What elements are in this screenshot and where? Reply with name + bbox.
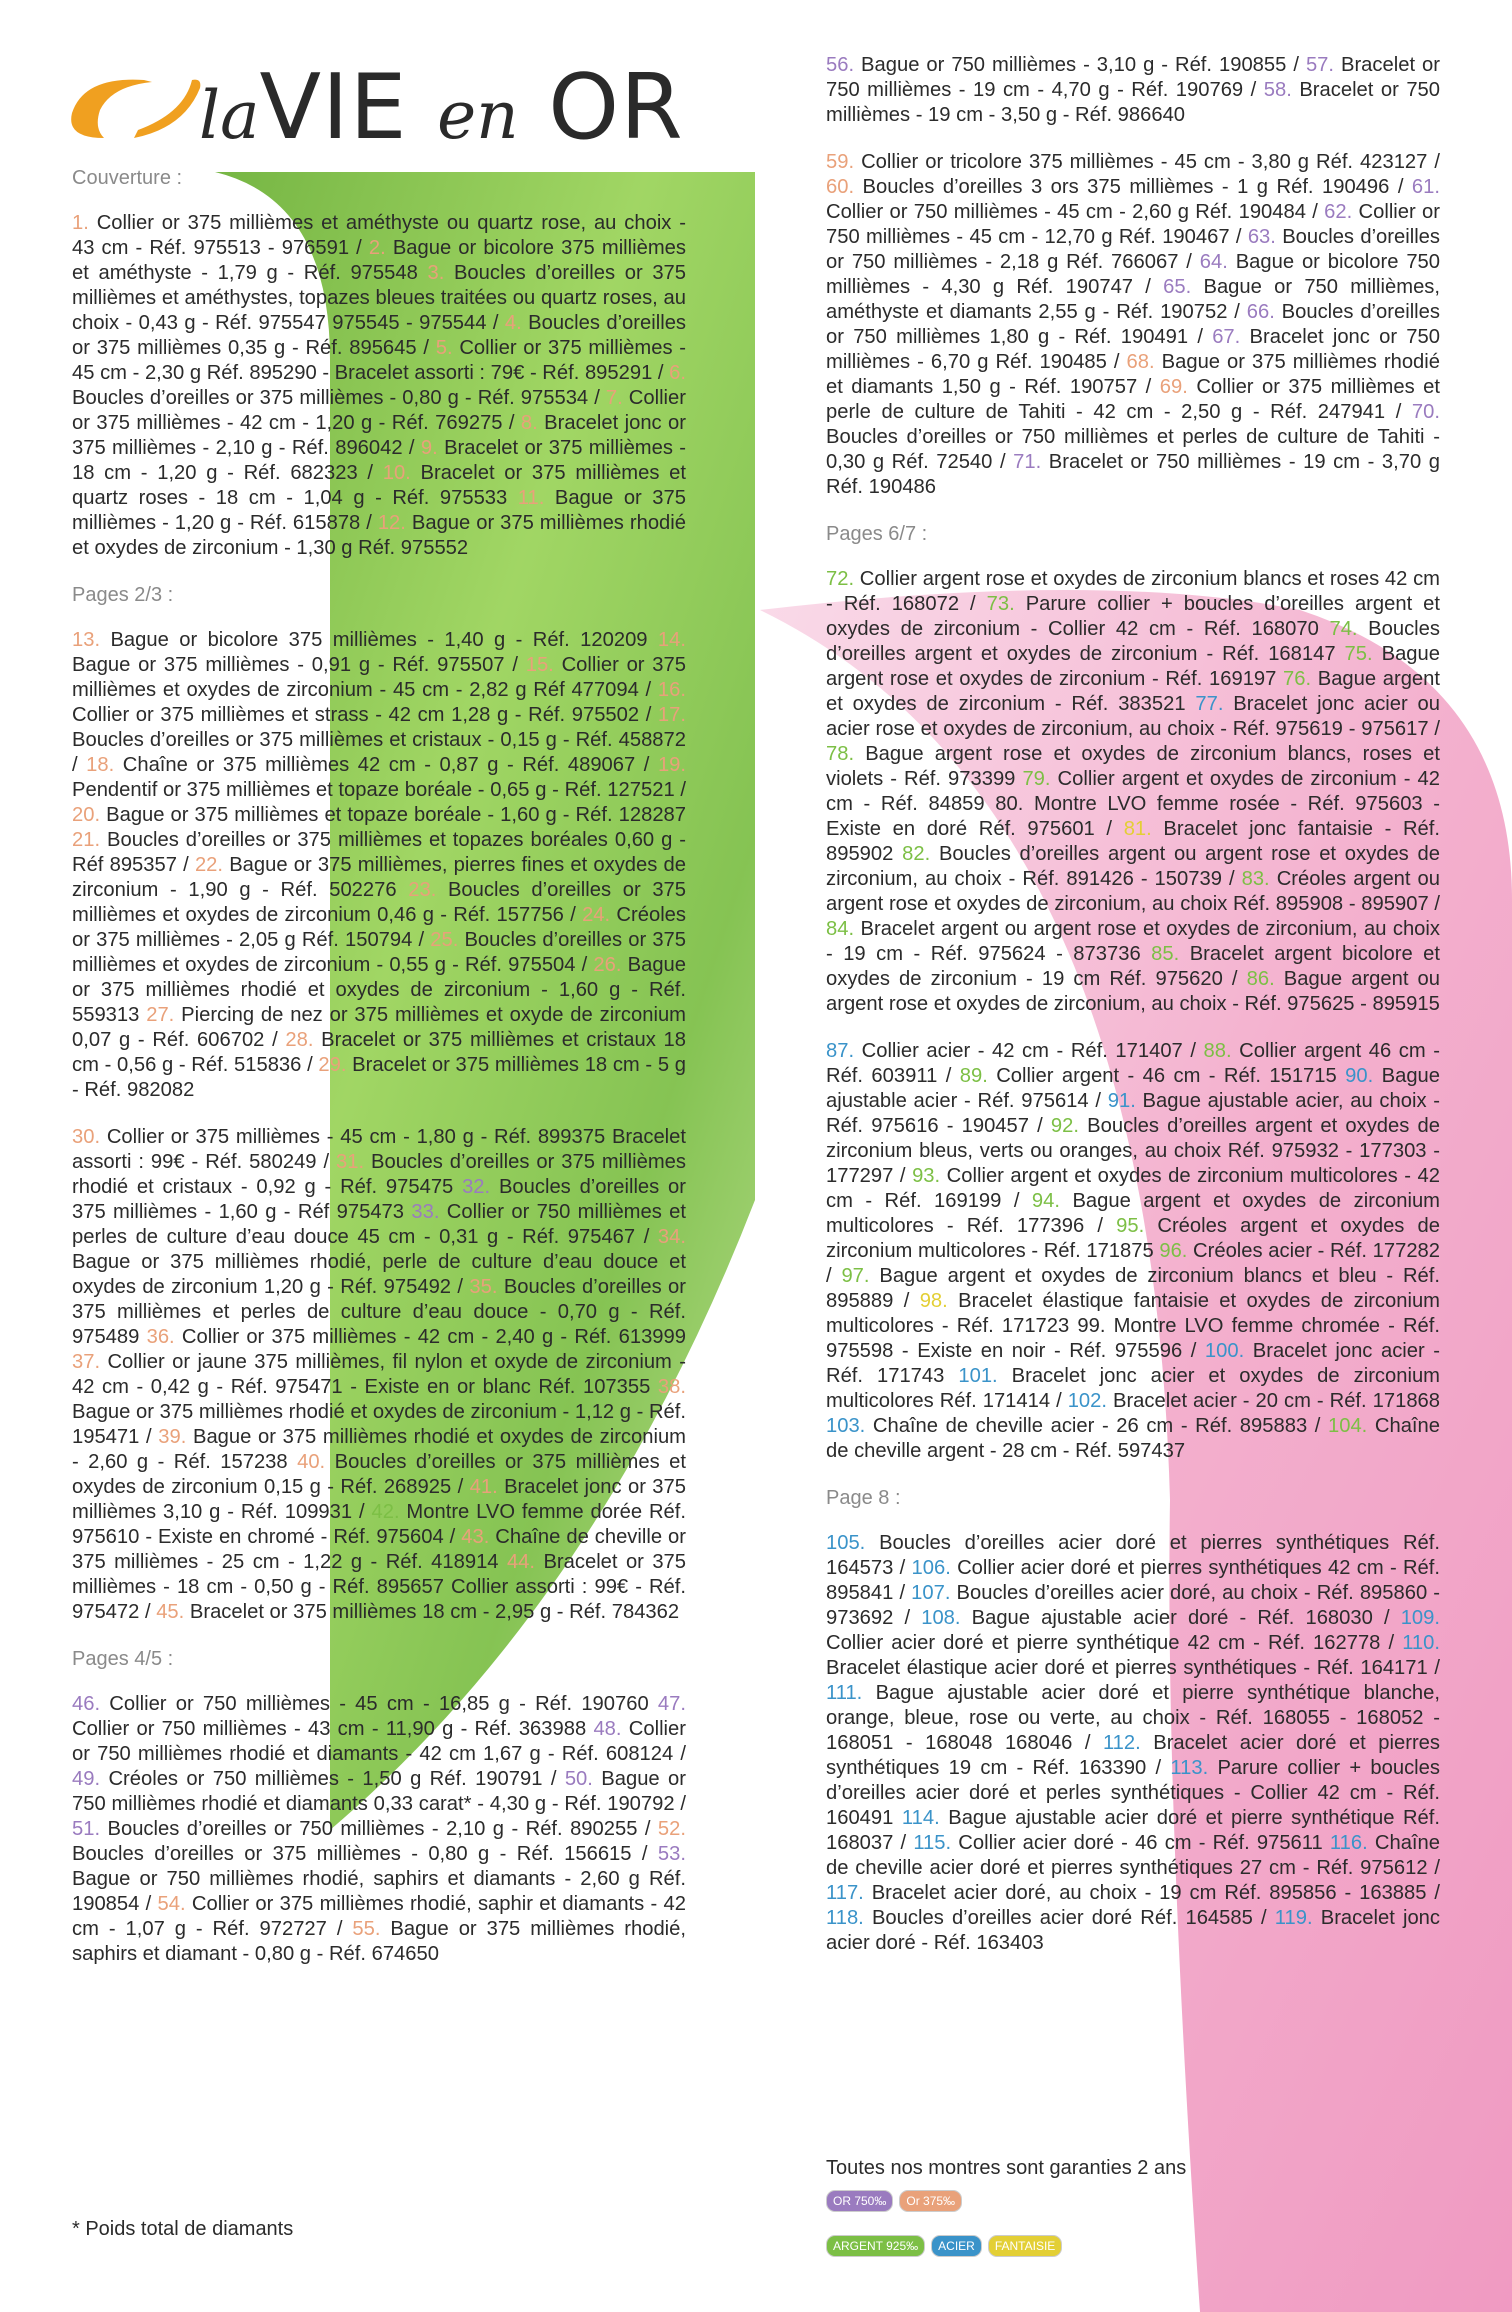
item-description: Boucles d’oreilles acier doré, au choix - Réf. 895860 - 973692 / <box>826 1582 1440 1629</box>
item-number: 66. <box>1246 301 1275 323</box>
item-number: 68. <box>1126 351 1155 373</box>
item-description: Collier argent 46 cm - Réf. 603911 / <box>826 1040 1440 1087</box>
item-description: Bague or 750 millièmes rhodié et diamants 0,33 carat* - 4,30 g - Réf. 190792 / <box>72 1768 686 1815</box>
product-list-paragraph <box>72 1125 686 1625</box>
legend-badge <box>826 2235 925 2257</box>
section-title: Couverture : <box>72 167 183 189</box>
left-column <box>72 166 686 1989</box>
item-description: Bague or 375 millièmes rhodié et oxydes de zirconium - 1,12 g - Réf. 195471 / <box>72 1401 686 1448</box>
legend-badge-label: OR 750‰ <box>833 2194 887 2208</box>
item-number: 25. <box>430 929 459 951</box>
item-description: Bague or 375 millièmes - 1,20 g - Réf. 615878 / <box>72 487 686 534</box>
item-number: 33. <box>411 1201 440 1223</box>
item-description: Bague or 750 millièmes rhodié, saphirs et diamants - 2,60 g Réf. 190854 / <box>72 1868 686 1915</box>
item-number: 101. <box>958 1365 998 1387</box>
item-description: Bague or 375 millièmes et topaze boréale - 1,60 g - Réf. 128287 <box>100 804 686 826</box>
item-number: 36. <box>146 1326 175 1348</box>
item-number: 18. <box>86 754 115 776</box>
item-number: 92. <box>1050 1115 1079 1137</box>
item-number: 45. <box>156 1601 185 1623</box>
item-number: 9. <box>420 437 438 459</box>
product-list-paragraph <box>72 1692 686 1967</box>
item-description: Bracelet or 375 millièmes 18 cm - 5 g - Réf. 982082 <box>72 1054 686 1101</box>
item-description: Bague or 375 millièmes rhodié et diamants 1,50 g - Réf. 190757 / <box>826 351 1440 398</box>
item-number: 4. <box>504 312 522 334</box>
item-description: Boucles d’oreilles acier doré Réf. 164585 / <box>863 1907 1275 1929</box>
item-description: Bracelet acier doré, au choix - 19 cm Réf. 895856 - 163885 / <box>863 1882 1440 1904</box>
item-description: Chaîne de cheville or 375 millièmes - 25 cm - 1,22 g - Réf. 418914 <box>72 1526 686 1573</box>
item-description: Collier acier - 42 cm - Réf. 171407 / <box>854 1040 1204 1062</box>
product-list-paragraph <box>826 567 1440 1017</box>
legend-badge <box>826 2190 893 2212</box>
item-number: 29. <box>318 1054 347 1076</box>
item-description: Bracelet or 750 millièmes - 19 cm - 3,70 g Réf. 190486 <box>826 451 1440 498</box>
item-description: Boucles d’oreilles argent et oxydes de zirconium bleus, verts ou oranges, au choix Réf. 975932 - 177303 - 177297 / <box>826 1115 1440 1187</box>
item-number: 94. <box>1031 1190 1060 1212</box>
item-description: Montre LVO femme rosée - Réf. 975603 - Existe en doré Réf. 975601 / <box>826 793 1440 840</box>
item-number: 20. <box>72 804 101 826</box>
item-number: 86. <box>1246 968 1275 990</box>
item-description: Bague or 750 millièmes, améthyste et diamants 2,55 g - Réf. 190752 / <box>826 276 1440 323</box>
item-number: 42. <box>371 1501 400 1523</box>
item-description: Bracelet jonc acier doré - Réf. 163403 <box>826 1907 1441 1954</box>
item-description: Bague or 375 millièmes rhodié, saphirs et diamant - 0,80 g - Réf. 674650 <box>72 1918 686 1965</box>
item-description: Boucles d’oreilles or 750 millièmes - 2,10 g - Réf. 890255 / <box>100 1818 658 1840</box>
item-number: 38. <box>657 1376 686 1398</box>
section-title: Pages 2/3 : <box>72 584 174 606</box>
item-number: 67. <box>1212 326 1241 348</box>
item-number: 71. <box>1013 451 1042 473</box>
item-description: Bracelet jonc acier ou acier rose et oxydes de zirconium, au choix - Réf. 975619 - 975617 / <box>826 693 1440 740</box>
item-number: 1. <box>72 212 89 234</box>
item-description: Créoles argent et oxydes de zirconium multicolores - Réf. 171875 <box>826 1215 1440 1262</box>
item-number: 17. <box>657 704 686 726</box>
item-description: Boucles d’oreilles or 375 millièmes 0,35 g - Réf. 895645 / <box>72 312 687 359</box>
item-description: Bracelet jonc acier et oxydes de zirconium multicolores Réf. 171414 / <box>826 1365 1440 1412</box>
item-description: Boucles d’oreilles or 750 millièmes 1,80 g - Réf. 190491 / <box>826 301 1440 348</box>
item-number: 26. <box>593 954 622 976</box>
item-description: Pendentif or 375 millièmes et topaze boréale - 0,65 g - Réf. 127521 / <box>72 779 686 801</box>
item-number: 12. <box>377 512 406 534</box>
item-number: 15. <box>525 654 554 676</box>
item-number: 75. <box>1344 643 1373 665</box>
item-number: 79. <box>1022 768 1051 790</box>
item-description: Collier or 375 millièmes rhodié, saphir et diamants - 42 cm - 1,07 g - Réf. 972727 / <box>72 1893 686 1940</box>
item-description: Bague ajustable acier doré et pierre synthétique blanche, orange, bleue, rose ou verte, au choix - Réf. 168055 - 168052 - 168051 - 168048 168046 / <box>826 1682 1440 1754</box>
item-description: Bracelet or 375 millièmes - 18 cm - 1,20 g - Réf. 682323 / <box>72 437 686 484</box>
item-description: Boucles d’oreilles or 750 millièmes - 2,18 g Réf. 766067 / <box>826 226 1441 273</box>
item-description: Collier or 375 millièmes et oxydes de zirconium - 45 cm - 2,82 g Réf 477094 / <box>72 654 686 701</box>
item-number: 60. <box>826 176 855 198</box>
item-description: Bracelet argent ou argent rose et oxydes de zirconium, au choix - 19 cm - Réf. 975624 - 873736 <box>826 918 1440 965</box>
item-number: 95. <box>1116 1215 1145 1237</box>
item-description: Bracelet or 750 millièmes - 19 cm - 3,50 g - Réf. 986640 <box>826 79 1441 126</box>
item-number: 59. <box>826 151 855 173</box>
item-number: 22. <box>194 854 224 876</box>
item-description: Boucles d’oreilles or 375 millièmes - 0,80 g - Réf. 156615 / <box>72 1843 658 1865</box>
item-number: 48. <box>593 1718 622 1740</box>
item-description: Créoles or 750 millièmes - 1,50 g Réf. 190791 / <box>100 1768 565 1790</box>
item-description: Bague or 375 millièmes rhodié et oxydes de zirconium - 1,60 g - Réf. 559313 <box>72 954 686 1026</box>
item-description: Collier acier doré et pierres synthétiques 42 cm - Réf. 895841 / <box>826 1557 1440 1604</box>
product-list-paragraph <box>826 1039 1440 1464</box>
product-list-paragraph <box>826 150 1440 500</box>
item-number: 31. <box>336 1151 365 1173</box>
item-description: Bracelet jonc acier - Réf. 171743 <box>826 1340 1440 1387</box>
item-description: Bague argent rose et oxydes de zirconium - Réf. 169197 <box>826 643 1440 690</box>
item-number: 105. <box>826 1532 866 1554</box>
item-number: 78. <box>826 743 855 765</box>
item-number: 49. <box>72 1768 101 1790</box>
item-description: Chaîne or 375 millièmes 42 cm - 0,87 g - Réf. 489067 / <box>114 754 658 776</box>
item-description: Boucles d’oreilles argent et oxydes de zirconium - Réf. 168147 <box>826 618 1440 665</box>
item-number: 99. <box>1077 1315 1106 1337</box>
item-number: 102. <box>1067 1390 1107 1412</box>
item-number: 100. <box>1204 1340 1245 1362</box>
item-description: Montre LVO femme dorée Réf. 975610 - Existe en chromé - Réf. 975604 / <box>72 1501 687 1548</box>
item-number: 89. <box>959 1065 988 1087</box>
item-description: Collier or 375 millièmes et strass - 42 cm 1,28 g - Réf. 975502 / <box>72 704 658 726</box>
item-number: 6. <box>669 362 686 384</box>
item-number: 28. <box>285 1029 314 1051</box>
legend-row-gold <box>826 2190 962 2212</box>
item-number: 58. <box>1263 79 1292 101</box>
item-number: 40. <box>297 1451 326 1473</box>
item-number: 50. <box>564 1768 593 1790</box>
item-number: 34. <box>657 1226 686 1248</box>
item-description: Bague ajustable acier - Réf. 975614 / <box>826 1065 1441 1112</box>
item-number: 82. <box>902 843 931 865</box>
item-number: 69. <box>1159 376 1188 398</box>
item-description: Bague ajustable acier doré - Réf. 168030 / <box>960 1607 1401 1629</box>
item-description: Bracelet acier - 20 cm - Réf. 171868 <box>1107 1390 1440 1412</box>
item-description: Bracelet or 375 millièmes et cristaux 18 cm - 0,56 g - Réf. 515836 / <box>72 1029 686 1076</box>
item-description: Boucles d’oreilles or 375 millièmes et améthystes, topazes bleues traitées ou quartz roses, au choix - 0,43 g - Réf. 975547 975545 - 975544 / <box>72 262 686 334</box>
item-description: Bague argent ou argent rose et oxydes de zirconium, au choix - Réf. 975625 - 895915 <box>826 968 1440 1015</box>
item-number: 104. <box>1327 1415 1368 1437</box>
item-number: 5. <box>435 337 453 359</box>
item-description: Boucles d’oreilles or 375 millièmes - 0,80 g - Réf. 975534 / <box>72 387 606 409</box>
item-number: 7. <box>605 387 623 409</box>
item-number: 110. <box>1402 1632 1440 1654</box>
legend-badge <box>931 2235 982 2257</box>
item-number: 85. <box>1151 943 1180 965</box>
item-number: 96. <box>1159 1240 1188 1262</box>
item-number: 65. <box>1163 276 1192 298</box>
item-number: 3. <box>427 262 445 284</box>
item-number: 117. <box>826 1882 864 1904</box>
item-number: 10. <box>382 462 411 484</box>
item-number: 111. <box>826 1682 863 1704</box>
item-number: 35. <box>469 1276 498 1298</box>
item-description: Créoles or 375 millièmes - 2,05 g Réf. 150794 / <box>72 904 686 951</box>
item-description: Collier or 750 millièmes - 45 cm - 12,70 g Réf. 190467 / <box>826 201 1440 248</box>
item-description: Collier argent rose et oxydes de zirconium blancs et roses 42 cm - Réf. 168072 / <box>826 568 1440 615</box>
item-description: Parure collier + boucles d’oreilles argent et oxydes de zirconium - Collier 42 cm - Réf. 168070 <box>826 593 1440 640</box>
item-number: 63. <box>1247 226 1276 248</box>
item-number: 74. <box>1329 618 1358 640</box>
item-number: 93. <box>912 1165 941 1187</box>
legend-badge-label: FANTAISIE <box>994 2239 1056 2253</box>
item-number: 52. <box>657 1818 686 1840</box>
watch-guarantee-note: Toutes nos montres sont garanties 2 ans <box>826 2157 1187 2179</box>
item-description: Bracelet jonc fantaisie - Réf. 895902 <box>826 818 1440 865</box>
item-description: Parure collier + boucles d’oreilles acier doré et perles synthétiques - Collier 42 cm - Réf. 160491 <box>826 1757 1440 1829</box>
item-description: Collier argent et oxydes de zirconium - 42 cm - Réf. 84859 <box>826 768 1440 815</box>
section-title: Pages 6/7 : <box>826 523 928 545</box>
item-description: Boucles d’oreilles or 375 millièmes et oxydes de zirconium 0,15 g - Réf. 268925 / <box>72 1451 686 1498</box>
item-number: 13. <box>72 629 101 651</box>
legend-badge-label: ACIER <box>938 2239 975 2253</box>
logo-wordmark: laVIE en OR <box>199 55 684 160</box>
item-description: Bracelet acier doré et pierres synthétiques 19 cm - Réf. 163390 / <box>826 1732 1440 1779</box>
item-number: 76. <box>1283 668 1312 690</box>
item-description: Boucles d’oreilles acier doré et pierres synthétiques Réf. 164573 / <box>826 1532 1440 1579</box>
item-number: 56. <box>826 54 855 76</box>
item-description: Collier or 375 millièmes et perle de culture de Tahiti - 42 cm - 2,50 g - Réf. 247941 / <box>826 376 1440 423</box>
item-number: 72. <box>826 568 855 590</box>
item-number: 81. <box>1123 818 1152 840</box>
item-description: Boucles d’oreilles or 375 millièmes et cristaux - 0,15 g - Réf. 458872 / <box>72 729 686 776</box>
item-description: Collier or jaune 375 millièmes, fil nylon et oxyde de zirconium - 42 cm - 0,42 g - Réf. 975471 - Existe en or blanc Réf. 107355 <box>72 1351 686 1398</box>
item-description: Bague or 750 millièmes - 3,10 g - Réf. 190855 / <box>854 54 1306 76</box>
item-description: Bracelet élastique acier doré et pierres synthétiques - Réf. 164171 / <box>826 1657 1440 1679</box>
item-description: Boucles d’oreilles 3 ors 375 millièmes - 1 g Réf. 190496 / <box>854 176 1412 198</box>
item-number: 107. <box>911 1582 951 1604</box>
item-number: 57. <box>1305 54 1335 76</box>
item-description: Collier or 375 millièmes - 45 cm - 1,80 g - Réf. 899375 Bracelet assorti : 99€ - Réf. 580249 / <box>72 1126 686 1173</box>
item-number: 43. <box>461 1526 490 1548</box>
item-number: 115. <box>913 1832 952 1854</box>
item-number: 119. <box>1274 1907 1313 1929</box>
item-number: 51. <box>72 1818 101 1840</box>
legend-badge <box>988 2235 1062 2257</box>
item-description: Collier or 750 millièmes et perles de culture d’eau douce 45 cm - 0,31 g - Réf. 975467 / <box>72 1201 686 1248</box>
item-description: Bracelet élastique fantaisie et oxydes de zirconium multicolores - Réf. 171723 <box>826 1290 1440 1337</box>
item-description: Collier or 750 millièmes rhodié et diamants - 42 cm 1,67 g - Réf. 608124 / <box>72 1718 686 1765</box>
item-number: 113. <box>1170 1757 1209 1779</box>
item-description: Chaîne de cheville argent - 28 cm - Réf. 597437 <box>826 1415 1440 1462</box>
item-description: Collier or 375 millièmes - 42 cm - 2,40 g - Réf. 613999 <box>174 1326 686 1348</box>
item-number: 32. <box>462 1176 491 1198</box>
item-number: 27. <box>146 1004 175 1026</box>
legend-badge <box>899 2190 962 2212</box>
item-description: Montre LVO femme chromée - Réf. 975598 - Existe en noir - Réf. 975596 / <box>826 1315 1440 1362</box>
item-description: Bracelet jonc or 375 millièmes 3,10 g - Réf. 109931 / <box>72 1476 686 1523</box>
item-number: 91. <box>1107 1090 1136 1112</box>
item-number: 84. <box>826 918 855 940</box>
item-number: 70. <box>1411 401 1440 423</box>
section-title: Pages 4/5 : <box>72 1648 174 1670</box>
item-description: Collier or 750 millièmes - 43 cm - 11,90 g - Réf. 363988 <box>72 1718 594 1740</box>
item-description: Bracelet jonc or 750 millièmes - 6,70 g Réf. 190485 / <box>826 326 1440 373</box>
item-description: Collier argent - 46 cm - Réf. 151715 <box>987 1065 1346 1087</box>
legend-row-materials <box>826 2235 1062 2257</box>
item-number: 16. <box>657 679 686 701</box>
item-description: Collier or 375 millièmes - 42 cm - 1,20 g - Réf. 769275 / <box>72 387 686 434</box>
product-list-paragraph <box>72 628 686 1103</box>
item-description: Collier acier doré - 46 cm - Réf. 975611 <box>951 1832 1330 1854</box>
item-number: 41. <box>469 1476 498 1498</box>
item-number: 90. <box>1345 1065 1374 1087</box>
item-description: Piercing de nez or 375 millièmes et oxyde de zirconium 0,07 g - Réf. 606702 / <box>72 1004 686 1051</box>
item-number: 54. <box>157 1893 186 1915</box>
section-title: Page 8 : <box>826 1487 901 1509</box>
item-number: 108. <box>921 1607 961 1629</box>
item-number: 37. <box>72 1351 101 1373</box>
item-number: 30. <box>72 1126 101 1148</box>
item-description: Créoles acier - Réf. 177282 / <box>826 1240 1440 1287</box>
item-number: 88. <box>1203 1040 1232 1062</box>
item-description: Bracelet or 750 millièmes - 19 cm - 4,70 g - Réf. 190769 / <box>826 54 1440 101</box>
item-description: Bracelet or 375 millièmes 18 cm - 2,95 g - Réf. 784362 <box>184 1601 680 1623</box>
item-number: 116. <box>1329 1832 1368 1854</box>
item-number: 87. <box>826 1040 855 1062</box>
item-description: Collier or 375 millièmes et améthyste ou quartz rose, au choix - 43 cm - Réf. 975513 - 976591 / <box>72 212 686 259</box>
item-number: 46. <box>72 1693 101 1715</box>
item-description: Collier or tricolore 375 millièmes - 45 cm - 3,80 g Réf. 423127 / <box>854 151 1440 173</box>
product-list-paragraph <box>72 211 686 561</box>
item-description: Boucles d’oreilles or 375 millièmes et oxydes de zirconium - 0,55 g - Réf. 975504 / <box>72 929 687 976</box>
item-number: 106. <box>911 1557 951 1579</box>
item-description: Bracelet jonc or 375 millièmes - 2,10 g - Réf. 896042 / <box>72 412 686 459</box>
item-number: 61. <box>1411 176 1440 198</box>
item-description: Bague or bicolore 375 millièmes et améthyste - 1,79 g - Réf. 975548 <box>72 237 686 284</box>
item-description: Bague or 375 millièmes rhodié, perle de culture d’eau douce et oxydes de zirconium 1,20 g - Réf. 975492 / <box>72 1251 686 1298</box>
item-description: Bracelet or 375 millièmes - 18 cm - 0,50 g - Réf. 895657 Collier assorti : 99€ - Réf. 975472 / <box>72 1551 687 1623</box>
item-number: 21. <box>72 829 101 851</box>
item-number: 118. <box>826 1907 864 1929</box>
item-description: Boucles d’oreilles or 375 millièmes - 1,60 g - Réf 975473 <box>72 1176 686 1223</box>
item-description: Bague argent et oxydes de zirconium - Réf. 383521 <box>826 668 1440 715</box>
item-description: Bague or bicolore 750 millièmes - 4,30 g Réf. 190747 / <box>826 251 1440 298</box>
item-number: 114. <box>901 1807 940 1829</box>
item-description: Boucles d’oreilles or 375 millièmes et perles de culture d’eau douce - 0,70 g - Réf. 975489 <box>72 1276 686 1348</box>
item-number: 19. <box>657 754 687 776</box>
item-number: 44. <box>506 1551 536 1573</box>
item-number: 62. <box>1324 201 1353 223</box>
item-description: Chaîne de cheville acier doré et pierres synthétiques 27 cm - Réf. 975612 / <box>826 1832 1440 1879</box>
footnote: * Poids total de diamants <box>72 2218 294 2240</box>
item-number: 103. <box>826 1415 866 1437</box>
item-description: Bague ajustable acier doré et pierre synthétique Réf. 168037 / <box>826 1807 1440 1854</box>
logo-swoosh-icon <box>64 68 204 148</box>
item-description: Bague or 375 millièmes, pierres fines et oxydes de zirconium - 1,90 g - Réf. 502276 <box>72 854 686 901</box>
item-description: Créoles argent ou argent rose et oxydes de zirconium, au choix Réf. 895908 - 895907 / <box>826 868 1440 915</box>
item-description: Bague or 375 millièmes rhodié et oxydes de zirconium - 2,60 g - Réf. 157238 <box>72 1426 686 1473</box>
item-description: Boucles d’oreilles or 375 millièmes et topazes boréales 0,60 g - Réf 895357 / <box>72 829 686 876</box>
item-number: 97. <box>841 1265 870 1287</box>
legend-badge-label: ARGENT 925‰ <box>833 2239 919 2253</box>
item-number: 23. <box>408 879 437 901</box>
item-description: Collier or 375 millièmes - 45 cm - 2,30 g Réf. 895290 - Bracelet assorti : 79€ - Réf. 895291 / <box>72 337 687 384</box>
item-description: Bague argent et oxydes de zirconium multicolores - Réf. 177396 / <box>826 1190 1440 1237</box>
item-number: 53. <box>657 1843 686 1865</box>
item-description: Bracelet or 375 millièmes et quartz roses - 18 cm - 1,04 g - Réf. 975533 <box>72 462 686 509</box>
item-number: 77. <box>1195 693 1224 715</box>
item-description: Bague argent rose et oxydes de zirconium blancs, roses et violets - Réf. 973399 <box>826 743 1440 790</box>
item-number: 2. <box>368 237 386 259</box>
item-number: 73. <box>986 593 1015 615</box>
item-number: 83. <box>1241 868 1270 890</box>
item-number: 14. <box>657 629 686 651</box>
item-number: 55. <box>352 1918 381 1940</box>
right-column <box>826 53 1440 1978</box>
item-description: Bracelet argent bicolore et oxydes de zirconium - 19 cm Réf. 975620 / <box>826 943 1440 990</box>
item-number: 39. <box>158 1426 187 1448</box>
item-number: 24. <box>582 904 611 926</box>
item-description: Boucles d’oreilles or 750 millièmes et perles de culture de Tahiti - 0,30 g Réf. 72540 / <box>826 426 1440 473</box>
product-list-paragraph <box>826 1531 1440 1956</box>
item-description: Boucles d’oreilles or 375 millièmes et oxydes de zirconium 0,46 g - Réf. 157756 / <box>72 879 686 926</box>
item-description: Boucles d’oreilles argent ou argent rose et oxydes de zirconium, au choix - Réf. 891426 - 150739 / <box>826 843 1440 890</box>
item-description: Collier argent et oxydes de zirconium multicolores - 42 cm - Réf. 169199 / <box>826 1165 1440 1212</box>
item-number: 98. <box>919 1290 948 1312</box>
item-number: 109. <box>1400 1607 1440 1629</box>
item-number: 80. <box>995 793 1024 815</box>
item-description: Bague argent et oxydes de zirconium blancs et bleu - Réf. 895889 / <box>826 1265 1440 1312</box>
legend-badge-label: Or 375‰ <box>906 2194 956 2208</box>
item-description: Chaîne de cheville acier - 26 cm - Réf. 895883 / <box>865 1415 1328 1437</box>
item-description: Bague or 375 millièmes - 0,91 g - Réf. 975507 / <box>72 654 526 676</box>
item-description: Collier or 750 millièmes - 45 cm - 2,60 g Réf. 190484 / <box>826 201 1325 223</box>
item-description: Collier acier doré et pierre synthétique 42 cm - Réf. 162778 / <box>826 1632 1403 1654</box>
item-number: 11. <box>517 487 545 509</box>
item-description: Bague or bicolore 375 millièmes - 1,40 g - Réf. 120209 <box>100 629 658 651</box>
item-description: Collier or 750 millièmes - 45 cm - 16,85 g - Réf. 190760 <box>100 1693 658 1715</box>
item-description: Bague ajustable acier, au choix - Réf. 975616 - 190457 / <box>826 1090 1440 1137</box>
item-number: 8. <box>520 412 538 434</box>
item-number: 112. <box>1102 1732 1141 1754</box>
item-number: 64. <box>1199 251 1228 273</box>
item-number: 47. <box>657 1693 686 1715</box>
item-description: Boucles d’oreilles or 375 millièmes rhodié et cristaux - 0,92 g - Réf. 975475 <box>72 1151 686 1198</box>
product-list-paragraph <box>826 53 1440 128</box>
item-description: Bague or 375 millièmes rhodié et oxydes de zirconium - 1,30 g Réf. 975552 <box>72 512 686 559</box>
